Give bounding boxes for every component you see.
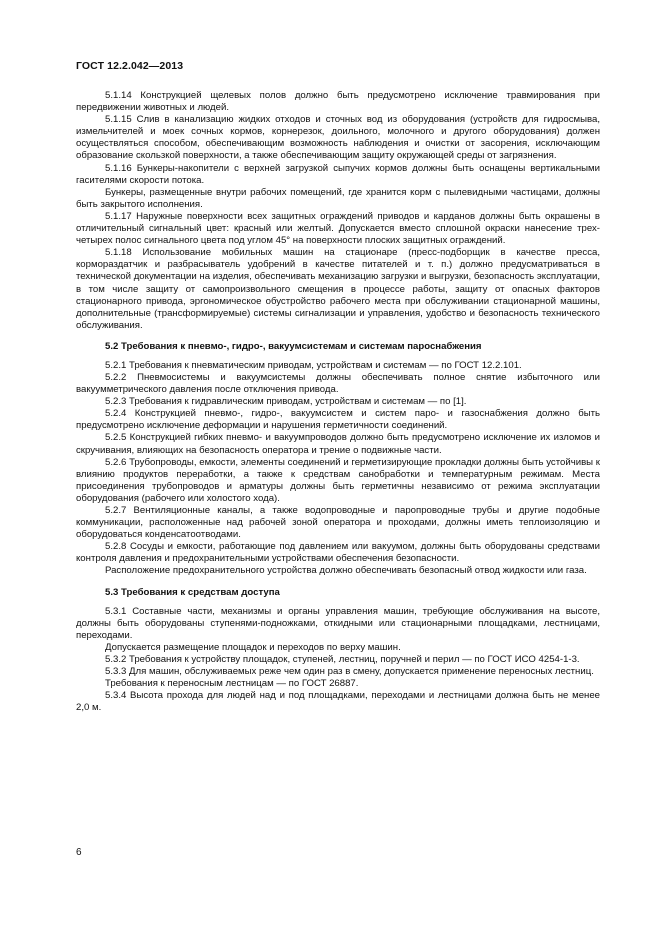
paragraph-5-2-8: 5.2.8 Сосуды и емкости, работающие под давлением или вакуумом, должны быть оборудованы средствами контроля давления и предохранительными устройствами обеспечения безопасности. <box>76 541 600 565</box>
paragraph-5-3-2: 5.3.2 Требования к устройству площадок, ступеней, лестниц, поручней и перил — по ГОСТ ИСО 4254-1-3. <box>105 653 580 665</box>
paragraph-5-3-4: 5.3.4 Высота прохода для людей над и под площадками, переходами и лестницами должна быть не менее 2,0 м. <box>76 690 600 714</box>
document-body <box>76 90 600 714</box>
page-number: 6 <box>76 847 82 858</box>
paragraph-5-2-1: 5.2.1 Требования к пневматическим приводам, устройствам и системам — по ГОСТ 12.2.101. <box>105 359 522 371</box>
paragraph-5-3-3: 5.3.3 Для машин, обслуживаемых реже чем один раз в смену, допускается применение переносных лестниц. <box>105 666 594 678</box>
paragraph-5-1-18: 5.1.18 Использование мобильных машин на стационаре (пресс-подборщик в качестве пресса, кормораздатчик и разбрасыватель удобрений в качестве питателей и т. п.) должно предусматриваться в технической документации на изделия, обеспечивать механизацию загрузки и выгрузки, безопасность эксплуатации, в том числе защиту от самопроизвольного смещения в процессе работы, защиту от опасных факторов стационарного привода, эргономическое обустройство рабочего места при обслуживании стационарной машины, дополнительные (трансформируемые) системы сигнализации и управления, удобство и безопасность технического обслуживания. <box>76 247 600 331</box>
section-heading-5-2: 5.2 Требования к пневмо-, гидро-, вакуумсистемам и системам пароснабжения <box>105 340 482 352</box>
paragraph-5-1-16-cont: Бункеры, размещенные внутри рабочих помещений, где хранится корм с пылевидными частицами, должны быть закрытого исполнения. <box>76 186 600 210</box>
paragraph-5-1-17: 5.1.17 Наружные поверхности всех защитных ограждений приводов и карданов должны быть окрашены в отличительный сигнальный цвет: красный или желтый. Допускается вместо сплошной окраски нанесение трех-четырех полос сигнального цвета под углом 45° на поверхности плоских защитных ограждений. <box>76 210 600 247</box>
paragraph-5-1-16: 5.1.16 Бункеры-накопители с верхней загрузкой сыпучих кормов должны быть оснащены вертикальными гасителями скорости потока. <box>76 162 600 186</box>
paragraph-5-2-8-cont: Расположение предохранительного устройства должно обеспечивать безопасный отвод жидкости или газа. <box>105 565 587 577</box>
paragraph-5-2-7: 5.2.7 Вентиляционные каналы, а также водопроводные и паропроводные трубы и другие подобные коммуникации, расположенные над рабочей зоной оператора и проходами, должны иметь теплоизоляцию и оборудоваться конденсатоотводами. <box>76 505 600 541</box>
paragraph-5-2-3: 5.2.3 Требования к гидравлическим приводам, устройствам и системам — по [1]. <box>105 396 467 408</box>
paragraph-5-2-6: 5.2.6 Трубопроводы, емкости, элементы соединений и герметизирующие прокладки должны быть устойчивы к влиянию продуктов переработки, а также к средствам санобработки и температурным режимам. Места присоединения трубопроводов и арматуры должны быть герметичны независимо от режима эксплуатации оборудования (рабочего или холостого хода). <box>76 456 600 504</box>
paragraph-5-1-15: 5.1.15 Слив в канализацию жидких отходов и сточных вод из оборудования (устройств для гидросмыва, измельчителей и моек сочных кормов, корнерезок, доильного, молочного и другого оборудования) должен осуществляться способом, обеспечивающим возможность наблюдения и очистки от засорения, исключающим образование скользкой поверхности, а также обеспечивающим защиту окружающей среды от загрязнения. <box>76 114 600 162</box>
document-header: ГОСТ 12.2.042—2013 <box>76 60 184 72</box>
paragraph-5-1-14: 5.1.14 Конструкцией щелевых полов должно быть предусмотрено исключение травмирования при передвижении животных и людей. <box>76 90 600 114</box>
paragraph-5-3-3-cont: Требования к переносным лестницам — по ГОСТ 26887. <box>105 678 359 690</box>
paragraph-5-2-4: 5.2.4 Конструкцией пневмо-, гидро-, вакуумсистем и систем паро- и газоснабжения должно быть предусмотрено исключение деформации и нарушения герметичности соединений. <box>76 408 600 432</box>
paragraph-5-3-1-cont: Допускается размещение площадок и переходов по верху машин. <box>105 641 401 653</box>
section-heading-5-3: 5.3 Требования к средствам доступа <box>105 586 280 598</box>
paragraph-5-3-1: 5.3.1 Составные части, механизмы и органы управления машин, требующие обслуживания на высоте, должны быть оборудованы ступенями-подножками, откидными или стационарными площадками, лестницами, переходами. <box>76 605 600 641</box>
paragraph-5-2-2: 5.2.2 Пневмосистемы и вакуумсистемы должны обеспечивать полное снятие избыточного или вакуумметрического давления после отключения привода. <box>76 371 600 396</box>
paragraph-5-2-5: 5.2.5 Конструкцией гибких пневмо- и вакуумпроводов должно быть предусмотрено исключение их изломов и скручивания, влияющих на безопасность оператора и трение о подвижные части. <box>76 432 600 456</box>
